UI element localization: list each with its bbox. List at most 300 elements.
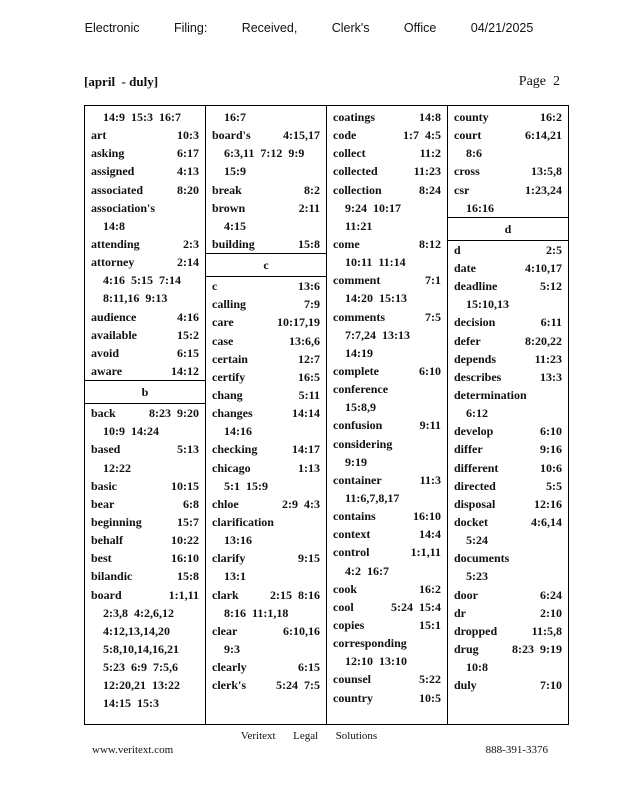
index-page-refs: 6:11 bbox=[540, 315, 562, 330]
index-page-refs: 6:8 bbox=[183, 496, 199, 511]
index-page-refs: 6:24 bbox=[540, 587, 562, 602]
index-term: art bbox=[91, 128, 107, 143]
index-refs-continued: 6:3,11 7:12 9:9 bbox=[224, 146, 305, 161]
index-term: bilandic bbox=[91, 569, 133, 584]
index-term: copies bbox=[333, 617, 365, 632]
index-term: docket bbox=[454, 514, 488, 529]
page-number: Page 2 bbox=[518, 74, 560, 89]
index-refs-continued: 5:8,10,14,16,21 bbox=[103, 641, 179, 656]
index-entry bbox=[91, 181, 199, 199]
index-page-refs: 4:6,14 bbox=[531, 514, 562, 529]
index-page-refs: 4:16 bbox=[177, 309, 199, 324]
index-entry bbox=[91, 253, 199, 271]
index-entry bbox=[333, 598, 441, 616]
index-entry bbox=[454, 440, 562, 458]
index-entry bbox=[212, 332, 320, 350]
index-page-refs: 5:22 bbox=[419, 672, 441, 687]
index-entry bbox=[454, 313, 562, 331]
index-entry bbox=[454, 477, 562, 495]
index-entry bbox=[454, 277, 562, 295]
index-column-4 bbox=[448, 106, 568, 724]
index-entry bbox=[212, 459, 320, 477]
index-page-refs: 13:5,8 bbox=[531, 164, 562, 179]
index-term: c bbox=[212, 279, 218, 294]
index-entry bbox=[333, 181, 441, 199]
index-entry bbox=[333, 471, 441, 489]
index-entry bbox=[212, 549, 320, 567]
index-entry bbox=[333, 634, 441, 652]
index-term: county bbox=[454, 110, 489, 124]
index-entry bbox=[333, 162, 441, 180]
index-term: collected bbox=[333, 164, 378, 179]
index-term: chang bbox=[212, 387, 243, 402]
index-term: changes bbox=[212, 406, 253, 421]
index-entry bbox=[91, 326, 199, 344]
index-term: container bbox=[333, 472, 382, 487]
index-page-refs: 1:1,11 bbox=[410, 545, 441, 560]
index-entry bbox=[454, 350, 562, 368]
index-term: basic bbox=[91, 478, 118, 493]
index-refs-continued: 9:24 10:17 bbox=[345, 200, 401, 215]
index-entry bbox=[91, 308, 199, 326]
index-entry bbox=[91, 362, 199, 380]
index-entry bbox=[333, 580, 441, 598]
index-term: deadline bbox=[454, 279, 498, 294]
index-term: control bbox=[333, 545, 370, 560]
index-refs-continued: 12:10 13:10 bbox=[345, 654, 407, 669]
index-entry bbox=[333, 543, 441, 561]
index-term: aware bbox=[91, 363, 123, 378]
index-entry bbox=[333, 271, 441, 289]
index-column-2 bbox=[206, 106, 327, 724]
index-term: clark bbox=[212, 587, 239, 602]
index-term: clarification bbox=[212, 514, 274, 529]
index-page-refs: 16:2 bbox=[419, 581, 441, 596]
index-entry bbox=[333, 670, 441, 688]
index-page-refs: 2:11 bbox=[298, 200, 320, 215]
index-entry bbox=[454, 332, 562, 350]
index-term: calling bbox=[212, 297, 247, 312]
index-page-refs: 7:5 bbox=[425, 309, 441, 324]
index-entry bbox=[333, 362, 441, 380]
index-entry bbox=[212, 277, 320, 295]
index-entry bbox=[454, 241, 562, 259]
index-page-refs: 15:1 bbox=[419, 617, 441, 632]
index-term: chloe bbox=[212, 496, 239, 511]
index-page-refs: 10:17,19 bbox=[277, 315, 320, 330]
index-refs-continued: 14:19 bbox=[345, 345, 373, 360]
index-page-refs: 15:8 bbox=[298, 236, 320, 251]
index-refs-continued: 14:15 15:3 bbox=[103, 696, 159, 711]
index-term: comment bbox=[333, 273, 381, 288]
index-page-refs: 1:13 bbox=[298, 460, 320, 475]
index-term: depends bbox=[454, 351, 497, 366]
index-term: association's bbox=[91, 200, 156, 215]
index-page-refs: 5:13 bbox=[177, 442, 199, 457]
index-page-refs: 9:15 bbox=[298, 551, 320, 566]
index-term: differ bbox=[454, 442, 483, 457]
index-entry bbox=[454, 513, 562, 531]
index-term: checking bbox=[212, 442, 258, 457]
index-entry bbox=[212, 404, 320, 422]
index-page-refs: 11:5,8 bbox=[531, 623, 562, 638]
index-term: considering bbox=[333, 436, 393, 451]
index-entry bbox=[454, 386, 562, 404]
index-refs-continued: 5:24 bbox=[466, 533, 488, 548]
index-page-refs: 7:10 bbox=[540, 678, 562, 693]
index-entry bbox=[333, 507, 441, 525]
index-refs-continued: 4:16 5:15 7:14 bbox=[103, 273, 181, 288]
index-entry bbox=[212, 295, 320, 313]
index-term: date bbox=[454, 260, 476, 275]
index-entry bbox=[333, 689, 441, 707]
index-entry bbox=[333, 144, 441, 162]
index-term: directed bbox=[454, 478, 496, 493]
index-entry bbox=[91, 513, 199, 531]
index-page-refs: 16:5 bbox=[298, 369, 320, 384]
index-entry bbox=[91, 477, 199, 495]
index-page-refs: 5:24 7:5 bbox=[276, 678, 320, 693]
index-page-refs: 16:10 bbox=[171, 551, 199, 566]
index-entry bbox=[333, 616, 441, 634]
index-refs-continued: 5:23 6:9 7:5,6 bbox=[103, 660, 178, 675]
index-refs-continued: 9:19 bbox=[345, 454, 367, 469]
index-term: documents bbox=[454, 551, 510, 566]
index-term: cook bbox=[333, 581, 357, 596]
index-page-refs: 8:20 bbox=[177, 182, 199, 197]
index-term: clerk's bbox=[212, 678, 246, 693]
index-term: attorney bbox=[91, 255, 135, 270]
index-refs-continued: 9:3 bbox=[224, 641, 240, 656]
index-term: context bbox=[333, 527, 371, 542]
index-refs-continued: 2:3,8 4:2,6,12 bbox=[103, 605, 174, 620]
index-entry bbox=[212, 622, 320, 640]
index-term: brown bbox=[212, 200, 246, 215]
index-entry bbox=[333, 525, 441, 543]
letter-section-header: c bbox=[206, 253, 326, 277]
index-entry bbox=[333, 416, 441, 434]
index-term: country bbox=[333, 690, 373, 705]
index-page-refs: 16:2 bbox=[540, 110, 562, 124]
index-refs-continued: 4:2 16:7 bbox=[345, 563, 389, 578]
index-term: duly bbox=[454, 678, 477, 693]
index-refs-continued: 8:6 bbox=[466, 146, 482, 161]
index-refs-continued: 16:7 bbox=[224, 110, 246, 124]
index-refs-continued: 10:8 bbox=[466, 660, 488, 675]
index-term: defer bbox=[454, 333, 481, 348]
index-refs-continued: 14:16 bbox=[224, 424, 252, 439]
index-page-refs: 13:6 bbox=[298, 279, 320, 294]
index-page-refs: 6:15 bbox=[177, 345, 199, 360]
index-page-refs: 4:13 bbox=[177, 164, 199, 179]
index-refs-continued: 14:9 15:3 16:7 bbox=[103, 110, 181, 124]
index-page-refs: 11:2 bbox=[419, 146, 441, 161]
index-page-refs: 15:2 bbox=[177, 327, 199, 342]
index-entry bbox=[454, 604, 562, 622]
index-term: collect bbox=[333, 146, 366, 161]
index-entry bbox=[91, 235, 199, 253]
index-term: develop bbox=[454, 424, 494, 439]
index-page-refs: 2:10 bbox=[540, 605, 562, 620]
index-refs-continued: 14:8 bbox=[103, 218, 125, 233]
index-page-refs: 14:14 bbox=[292, 406, 320, 421]
index-page-refs: 13:3 bbox=[540, 369, 562, 384]
index-page-refs: 2:9 4:3 bbox=[282, 496, 320, 511]
index-entry bbox=[212, 676, 320, 694]
index-page-refs: 8:23 9:19 bbox=[512, 641, 562, 656]
filing-banner: Electronic Filing: Received, Clerk's Office 04/21/2025 bbox=[84, 21, 534, 35]
index-refs-continued: 8:16 11:1,18 bbox=[224, 605, 289, 620]
index-refs-continued: 13:1 bbox=[224, 569, 246, 584]
index-entry bbox=[91, 344, 199, 362]
index-page-refs: 6:15 bbox=[298, 660, 320, 675]
index-term: certain bbox=[212, 351, 248, 366]
index-entry bbox=[454, 162, 562, 180]
index-refs-continued: 7:7,24 13:13 bbox=[345, 327, 410, 342]
index-term: code bbox=[333, 128, 357, 143]
index-page-refs: 1:1,11 bbox=[168, 587, 199, 602]
index-page-refs: 4:15,17 bbox=[283, 128, 320, 143]
index-page-refs: 5:11 bbox=[298, 387, 320, 402]
index-refs-continued: 11:21 bbox=[345, 218, 373, 233]
index-page-refs: 6:10,16 bbox=[283, 623, 320, 638]
index-page-refs: 2:15 8:16 bbox=[270, 587, 320, 602]
index-page-refs: 12:7 bbox=[298, 351, 320, 366]
index-entry bbox=[212, 126, 320, 144]
index-term: dr bbox=[454, 605, 466, 620]
index-refs-continued: 4:12,13,14,20 bbox=[103, 623, 170, 638]
index-term: best bbox=[91, 551, 112, 566]
index-entry bbox=[333, 108, 441, 126]
index-page-refs: 5:5 bbox=[546, 478, 562, 493]
index-page-refs: 4:10,17 bbox=[525, 260, 562, 275]
index-entry bbox=[91, 531, 199, 549]
index-refs-continued: 12:20,21 13:22 bbox=[103, 678, 180, 693]
index-entry bbox=[212, 513, 320, 531]
index-term: assigned bbox=[91, 164, 135, 179]
index-term: chicago bbox=[212, 460, 251, 475]
index-term: back bbox=[91, 406, 116, 421]
index-refs-continued: 8:11,16 9:13 bbox=[103, 291, 168, 306]
index-term: coatings bbox=[333, 110, 375, 124]
index-term: clarify bbox=[212, 551, 246, 566]
index-entry bbox=[333, 126, 441, 144]
index-term: asking bbox=[91, 146, 125, 161]
index-term: bear bbox=[91, 496, 115, 511]
index-page-refs: 6:10 bbox=[419, 363, 441, 378]
index-refs-continued: 12:22 bbox=[103, 460, 131, 475]
index-entry bbox=[91, 495, 199, 513]
index-refs-continued: 10:9 14:24 bbox=[103, 424, 159, 439]
index-refs-continued: 16:16 bbox=[466, 200, 494, 215]
index-refs-continued: 15:8,9 bbox=[345, 400, 376, 415]
index-refs-continued: 15:9 bbox=[224, 164, 246, 179]
index-term: determination bbox=[454, 387, 527, 402]
index-entry bbox=[212, 368, 320, 386]
index-refs-continued: 11:6,7,8,17 bbox=[345, 490, 400, 505]
index-entry bbox=[454, 622, 562, 640]
index-page-refs: 11:23 bbox=[413, 164, 441, 179]
index-term: decision bbox=[454, 315, 496, 330]
index-term: corresponding bbox=[333, 636, 407, 651]
index-page-refs: 5:24 15:4 bbox=[391, 599, 441, 614]
index-page-refs: 8:12 bbox=[419, 236, 441, 251]
index-entry bbox=[212, 495, 320, 513]
index-entry bbox=[91, 144, 199, 162]
index-entry bbox=[454, 676, 562, 694]
index-page-refs: 2:5 bbox=[546, 242, 562, 257]
index-page-refs: 10:15 bbox=[171, 478, 199, 493]
index-page-refs: 1:23,24 bbox=[525, 182, 562, 197]
index-entry bbox=[454, 181, 562, 199]
index-page-refs: 7:1 bbox=[425, 273, 441, 288]
index-entry bbox=[454, 495, 562, 513]
index-page-refs: 10:5 bbox=[419, 690, 441, 705]
index-entry bbox=[212, 658, 320, 676]
letter-section-header: b bbox=[85, 380, 205, 404]
index-entry bbox=[212, 586, 320, 604]
letter-section-header: d bbox=[448, 217, 568, 241]
index-page-refs: 16:10 bbox=[413, 509, 441, 524]
index-term: care bbox=[212, 315, 234, 330]
index-term: audience bbox=[91, 309, 137, 324]
index-term: confusion bbox=[333, 418, 383, 433]
index-entry bbox=[91, 199, 199, 217]
index-term: describes bbox=[454, 369, 502, 384]
index-refs-continued: 5:23 bbox=[466, 569, 488, 584]
index-entry bbox=[454, 422, 562, 440]
index-page-refs: 8:23 9:20 bbox=[149, 406, 199, 421]
index-entry bbox=[454, 586, 562, 604]
index-term: building bbox=[212, 236, 255, 251]
index-page-refs: 8:24 bbox=[419, 182, 441, 197]
index-entry bbox=[212, 350, 320, 368]
index-refs-continued: 5:1 15:9 bbox=[224, 478, 268, 493]
index-term: break bbox=[212, 182, 242, 197]
index-refs-continued: 10:11 11:14 bbox=[345, 255, 406, 270]
index-page-refs: 5:12 bbox=[540, 279, 562, 294]
index-entry bbox=[212, 199, 320, 217]
index-term: cool bbox=[333, 599, 354, 614]
index-term: court bbox=[454, 128, 482, 143]
index-page-refs: 2:14 bbox=[177, 255, 199, 270]
index-term: clear bbox=[212, 623, 238, 638]
index-page-refs: 14:17 bbox=[292, 442, 320, 457]
index-term: comments bbox=[333, 309, 385, 324]
index-entry bbox=[91, 567, 199, 585]
index-entry bbox=[333, 235, 441, 253]
index-page-refs: 8:2 bbox=[304, 182, 320, 197]
index-page-refs: 6:17 bbox=[177, 146, 199, 161]
index-entry bbox=[91, 549, 199, 567]
index-refs-continued: 13:16 bbox=[224, 533, 252, 548]
index-term: attending bbox=[91, 236, 140, 251]
index-page-refs: 15:8 bbox=[177, 569, 199, 584]
index-term: avoid bbox=[91, 345, 120, 360]
index-refs-continued: 6:12 bbox=[466, 406, 488, 421]
index-entry bbox=[333, 380, 441, 398]
index-page-refs: 6:10 bbox=[540, 424, 562, 439]
index-entry bbox=[454, 368, 562, 386]
index-term: certify bbox=[212, 369, 246, 384]
index-entry bbox=[454, 459, 562, 477]
footer-website: www.veritext.com bbox=[92, 744, 174, 756]
index-entry bbox=[333, 308, 441, 326]
index-page-refs: 13:6,6 bbox=[289, 333, 320, 348]
index-page-refs: 7:9 bbox=[304, 297, 320, 312]
index-refs-continued: 14:20 15:13 bbox=[345, 291, 407, 306]
index-page-refs: 6:14,21 bbox=[525, 128, 562, 143]
index-term: beginning bbox=[91, 514, 142, 529]
index-page-refs: 14:4 bbox=[419, 527, 441, 542]
index-term: available bbox=[91, 327, 138, 342]
index-term: clearly bbox=[212, 660, 247, 675]
index-entry bbox=[212, 181, 320, 199]
index-term: case bbox=[212, 333, 234, 348]
index-page-refs: 15:7 bbox=[177, 514, 199, 529]
index-page-refs: 12:16 bbox=[534, 496, 562, 511]
index-term: associated bbox=[91, 182, 143, 197]
index-entry bbox=[91, 162, 199, 180]
index-term: conference bbox=[333, 382, 389, 397]
index-term: d bbox=[454, 242, 461, 257]
word-index-grid bbox=[84, 105, 569, 725]
index-term: disposal bbox=[454, 496, 496, 511]
index-page-refs: 9:11 bbox=[419, 418, 441, 433]
index-term: dropped bbox=[454, 623, 498, 638]
index-entry bbox=[91, 440, 199, 458]
index-term: based bbox=[91, 442, 121, 457]
index-page-refs: 11:23 bbox=[534, 351, 562, 366]
index-entry bbox=[454, 640, 562, 658]
index-refs-continued: 4:15 bbox=[224, 218, 246, 233]
index-refs-continued: 15:10,13 bbox=[466, 297, 509, 312]
index-entry bbox=[91, 404, 199, 422]
index-page-refs: 14:8 bbox=[419, 110, 441, 124]
index-page-refs: 10:6 bbox=[540, 460, 562, 475]
index-entry bbox=[333, 435, 441, 453]
index-page-refs: 14:12 bbox=[171, 363, 199, 378]
index-entry bbox=[454, 108, 562, 126]
index-page-refs: 8:20,22 bbox=[525, 333, 562, 348]
index-entry bbox=[91, 586, 199, 604]
index-page-refs: 9:16 bbox=[540, 442, 562, 457]
index-column-1 bbox=[85, 106, 206, 724]
index-column-3 bbox=[327, 106, 448, 724]
index-page-refs: 2:3 bbox=[183, 236, 199, 251]
footer-company: Veritext Legal Solutions bbox=[240, 730, 378, 742]
index-term: board bbox=[91, 587, 122, 602]
index-term: behalf bbox=[91, 533, 124, 548]
index-entry bbox=[212, 386, 320, 404]
index-page-refs: 10:3 bbox=[177, 128, 199, 143]
index-term: complete bbox=[333, 363, 379, 378]
index-page-refs: 11:3 bbox=[419, 472, 441, 487]
index-term: contains bbox=[333, 509, 376, 524]
index-entry bbox=[454, 549, 562, 567]
footer-phone: 888-391-3376 bbox=[485, 744, 548, 756]
index-entry bbox=[212, 235, 320, 253]
index-term: board's bbox=[212, 128, 251, 143]
index-term: come bbox=[333, 236, 360, 251]
index-entry bbox=[212, 313, 320, 331]
index-page-refs: 1:7 4:5 bbox=[403, 128, 441, 143]
index-term: csr bbox=[454, 182, 470, 197]
index-page-refs: 10:22 bbox=[171, 533, 199, 548]
index-entry bbox=[212, 440, 320, 458]
index-term: drug bbox=[454, 641, 479, 656]
index-entry bbox=[91, 126, 199, 144]
